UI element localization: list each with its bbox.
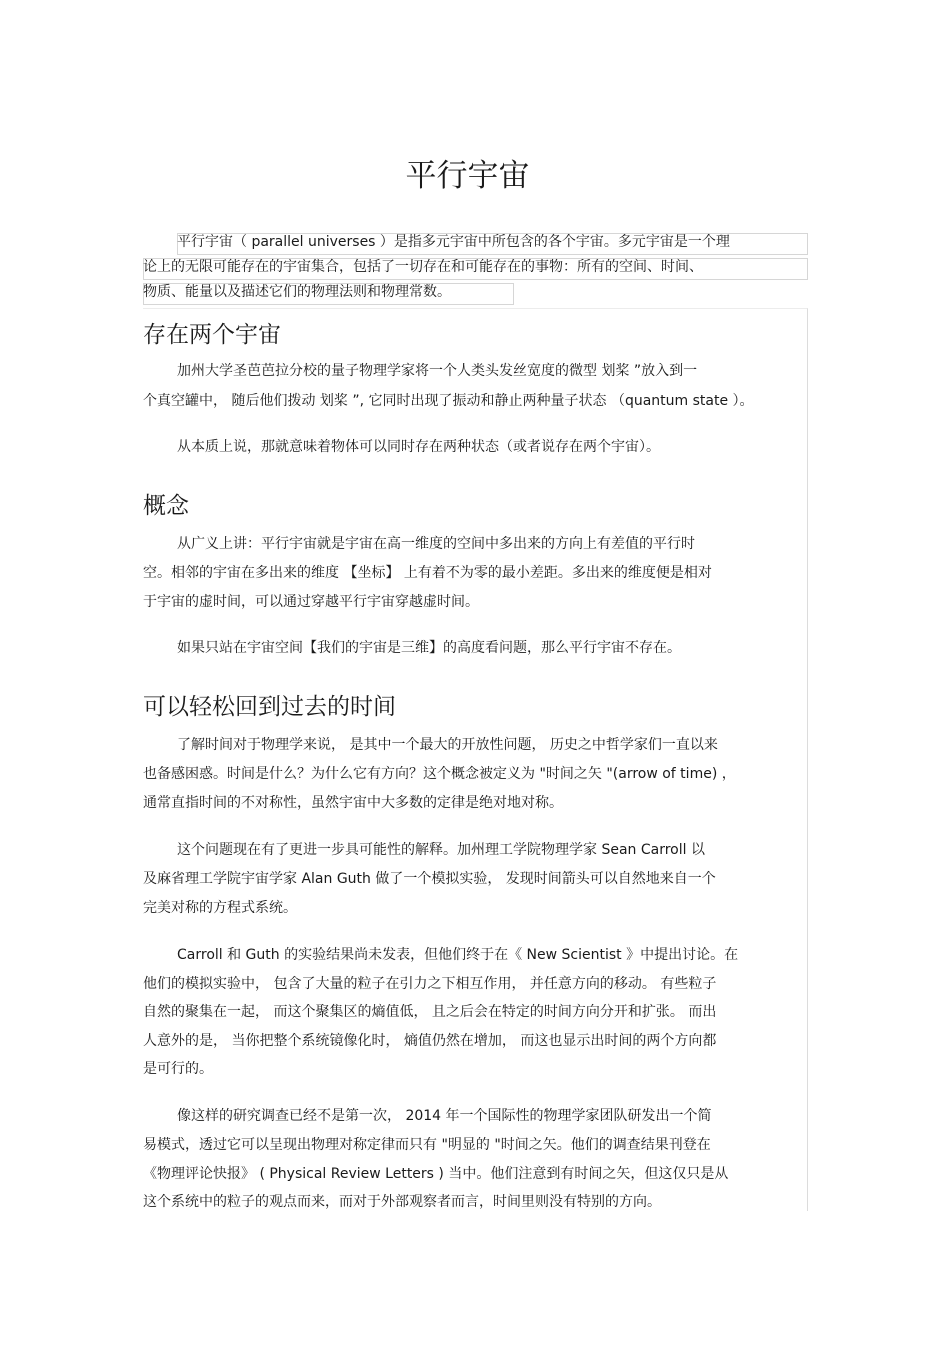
text-line: 人意外的是， 当你把整个系统镜像化时， 熵值仍然在增加， 而这也显示出时间的两个方向都 (143, 1033, 717, 1049)
text-line: Carroll 和 Guth 的实验结果尚未发表，但他们终于在《 New Scientist 》中提出讨论。在 (177, 947, 739, 963)
text-line: 他们的模拟实验中， 包含了大量的粒子在引力之下相互作用， 并任意方向的移动。 有些粒子 (143, 976, 717, 992)
text-line: 也备感困惑。时间是什么？为什么它有方向？这个概念被定义为 "时间之矢 "(arrow of time) ， (143, 766, 736, 782)
text-line: 从广义上讲：平行宇宙就是宇宙在高一维度的空间中多出来的方向上有差值的平行时 (177, 536, 695, 552)
text-line: 了解时间对于物理学来说， 是其中一个最大的开放性问题， 历史之中哲学家们一直以来 (177, 737, 718, 753)
section-heading: 存在两个宇宙 (143, 322, 281, 348)
text-line: 通常直指时间的不对称性，虽然宇宙中大多数的定律是绝对地对称。 (143, 795, 563, 811)
text-line: 《物理评论快报》 ( Physical Review Letters ) 当中。他们注意到有时间之矢，但这仅只是从 (143, 1166, 729, 1182)
section-heading: 概念 (143, 493, 189, 519)
section-heading: 可以轻松回到过去的时间 (143, 694, 396, 720)
text-line: 空。相邻的宇宙在多出来的维度 【坐标】 上有着不为零的最小差距。多出来的维度便是相对 (143, 565, 712, 581)
text-line: 从本质上说，那就意味着物体可以同时存在两种状态（或者说存在两个宇宙）。 (177, 439, 660, 455)
text-line: 于宇宙的虚时间，可以通过穿越平行宇宙穿越虚时间。 (143, 594, 479, 610)
text-line: 是可行的。 (143, 1061, 213, 1077)
text-line: 这个问题现在有了更进一步具可能性的解释。加州理工学院物理学家 Sean Carroll 以 (177, 842, 705, 858)
text-line: 加州大学圣芭芭拉分校的量子物理学家将一个人类头发丝宽度的微型 划桨 ”放入到一 (177, 363, 698, 379)
text-line: 易模式，透过它可以呈现出物理对称定律而只有 "明显的 "时间之矢。他们的调查结果刊登在 (143, 1137, 711, 1153)
text-line: 论上的无限可能存在的宇宙集合，包括了一切存在和可能存在的事物：所有的空间、时间、 (143, 259, 703, 275)
text-line: 这个系统中的粒子的观点而来，而对于外部观察者而言，时间里则没有特别的方向。 (143, 1194, 661, 1210)
text-line: 平行宇宙（ parallel universes ）是指多元宇宙中所包含的各个宇宙。多元宇宙是一个理 (177, 234, 730, 250)
text-line: 物质、能量以及描述它们的物理法则和物理常数。 (143, 284, 451, 300)
text-line: 像这样的研究调查已经不是第一次， 2014 年一个国际性的物理学家团队研发出一个简 (177, 1108, 712, 1124)
document-title: 平行宇宙 (405, 158, 530, 194)
text-line: 自然的聚集在一起， 而这个聚集区的熵值低， 且之后会在特定的时间方向分开和扩张。 而出 (143, 1004, 717, 1020)
text-line: 及麻省理工学院宇宙学家 Alan Guth 做了一个模拟实验， 发现时间箭头可以自然地来自一个 (143, 871, 716, 887)
text-line: 个真空罐中， 随后他们拨动 划桨 ”, 它同时出现了振动和静止两种量子状态 （quantum state ）。 (143, 393, 754, 409)
text-line: 如果只站在宇宙空间【我们的宇宙是三维】的高度看问题，那么平行宇宙不存在。 (177, 640, 681, 656)
text-line: 完美对称的方程式系统。 (143, 900, 297, 916)
